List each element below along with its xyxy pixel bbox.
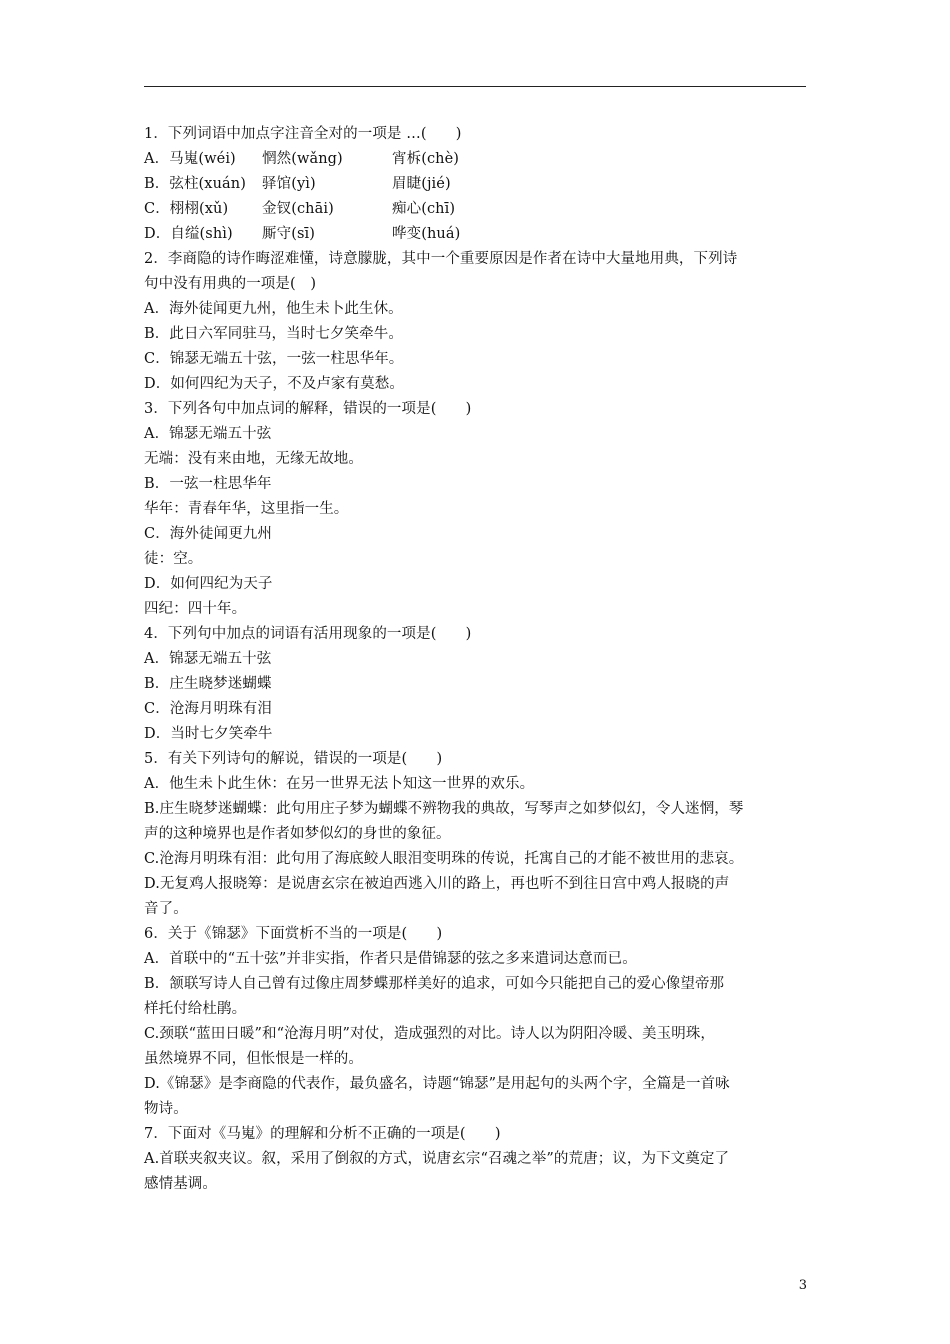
q1-option-a-term2: 惘然(wǎng) xyxy=(262,151,343,167)
q1-option-c-term1: C．栩栩(xǔ) xyxy=(144,201,229,217)
q1-option-b-term3: 眉睫(jié) xyxy=(392,176,451,192)
q6-line: 虽然境界不同，但怅恨是一样的。 xyxy=(144,1051,363,1067)
q4-option-a: A．锦瑟无端五十弦 xyxy=(144,651,272,667)
q7-line: 感情基调。 xyxy=(144,1176,217,1192)
q1-option-c-term2: 金钗(chāi) xyxy=(262,201,334,217)
q5-line: C.沧海月明珠有泪：此句用了海底鲛人眼泪变明珠的传说，托寓自己的才能不被世用的悲哀。 xyxy=(144,851,744,867)
q2-option-d: D．如何四纪为天子，不及卢家有莫愁。 xyxy=(144,376,404,392)
q1-option-b-term1: B．弦柱(xuán) xyxy=(144,176,246,192)
q1-option-b xyxy=(144,172,812,197)
q2-option-b: B．此日六军同驻马，当时七夕笑牵牛。 xyxy=(144,326,403,342)
q4-option-d: D．当时七夕笑牵牛 xyxy=(144,726,273,742)
q3-stem: 3．下列各句中加点词的解释，错误的一项是( ) xyxy=(144,401,472,417)
q1-option-d-term2: 厮守(sī) xyxy=(262,226,315,242)
q1-option-b-term2: 驿馆(yì) xyxy=(262,176,316,192)
q2-option-c: C．锦瑟无端五十弦，一弦一柱思华年。 xyxy=(144,351,404,367)
q4-stem: 4．下列句中加点的词语有活用现象的一项是( ) xyxy=(144,626,472,642)
q1-option-d-term3: 哗变(huá) xyxy=(392,226,461,242)
q6-line: D.《锦瑟》是李商隐的代表作，最负盛名，诗题“锦瑟”是用起句的头两个字，全篇是一首咏 xyxy=(144,1076,730,1092)
q6-stem: 6．关于《锦瑟》下面赏析不当的一项是( ) xyxy=(144,926,443,942)
page-number: 3 xyxy=(798,1278,807,1293)
q3-option-d-explanation: 四纪：四十年。 xyxy=(144,601,247,617)
q5-stem: 5．有关下列诗句的解说，错误的一项是( ) xyxy=(144,751,443,767)
q3-option-a: A．锦瑟无端五十弦 xyxy=(144,426,272,442)
q5-line: D.无复鸡人报晓筹：是说唐玄宗在被迫西逃入川的路上，再也听不到往日宫中鸡人报晓的声 xyxy=(144,876,730,892)
q5-line: 声的这种境界也是作者如梦似幻的身世的象征。 xyxy=(144,826,451,842)
q6-line: B．颔联写诗人自己曾有过像庄周梦蝶那样美好的追求，可如今只能把自己的爱心像望帝那 xyxy=(144,976,725,992)
q3-option-a-explanation: 无端：没有来由地，无缘无故地。 xyxy=(144,451,363,467)
q3-option-b: B．一弦一柱思华年 xyxy=(144,476,272,492)
q1-option-d xyxy=(144,222,812,247)
q6-line: A．首联中的“五十弦”并非实指，作者只是借锦瑟的弦之多来遣词达意而已。 xyxy=(144,951,637,967)
q1-stem: 1．下列词语中加点字注音全对的一项是 …( ) xyxy=(144,126,462,142)
q3-option-d: D．如何四纪为天子 xyxy=(144,576,273,592)
q6-line: 样托付给杜鹃。 xyxy=(144,1001,247,1017)
question-list xyxy=(144,122,812,1197)
q3-option-c-explanation: 徒：空。 xyxy=(144,551,203,567)
header-rule xyxy=(144,86,806,87)
q4-option-c: C．沧海月明珠有泪 xyxy=(144,701,272,717)
q1-option-c xyxy=(144,197,812,222)
q6-line: 物诗。 xyxy=(144,1101,188,1117)
q2-stem-line: 2．李商隐的诗作晦涩难懂，诗意朦胧，其中一个重要原因是作者在诗中大量地用典，下列诗 xyxy=(144,251,738,267)
q2-stem-line: 句中没有用典的一项是( ) xyxy=(144,276,317,292)
q1-option-c-term3: 痴心(chī) xyxy=(392,201,456,217)
q1-option-a-term3: 宵柝(chè) xyxy=(392,151,460,167)
q5-line: 音了。 xyxy=(144,901,188,917)
q7-stem: 7．下面对《马嵬》的理解和分析不正确的一项是( ) xyxy=(144,1126,501,1142)
q2-option-a: A．海外徒闻更九州，他生未卜此生休。 xyxy=(144,301,403,317)
q1-option-a xyxy=(144,147,812,172)
q3-option-b-explanation: 华年：青春年华，这里指一生。 xyxy=(144,501,349,517)
q4-option-b: B．庄生晓梦迷蝴蝶 xyxy=(144,676,272,692)
q1-option-d-term1: D．自缢(shì) xyxy=(144,226,233,242)
q3-option-c: C．海外徒闻更九州 xyxy=(144,526,272,542)
q5-line: B.庄生晓梦迷蝴蝶：此句用庄子梦为蝴蝶不辨物我的典故，写琴声之如梦似幻，令人迷惘，琴 xyxy=(144,801,744,817)
q7-line: A.首联夹叙夹议。叙，采用了倒叙的方式，说唐玄宗“召魂之举”的荒唐；议，为下文奠定了 xyxy=(144,1151,730,1167)
q6-line: C.颈联“蓝田日暖”和“沧海月明”对仗，造成强烈的对比。诗人以为阴阳冷暖、美玉明珠， xyxy=(144,1026,716,1042)
q1-option-a-term1: A．马嵬(wéi) xyxy=(144,151,236,167)
q5-line: A．他生未卜此生休：在另一世界无法卜知这一世界的欢乐。 xyxy=(144,776,535,792)
